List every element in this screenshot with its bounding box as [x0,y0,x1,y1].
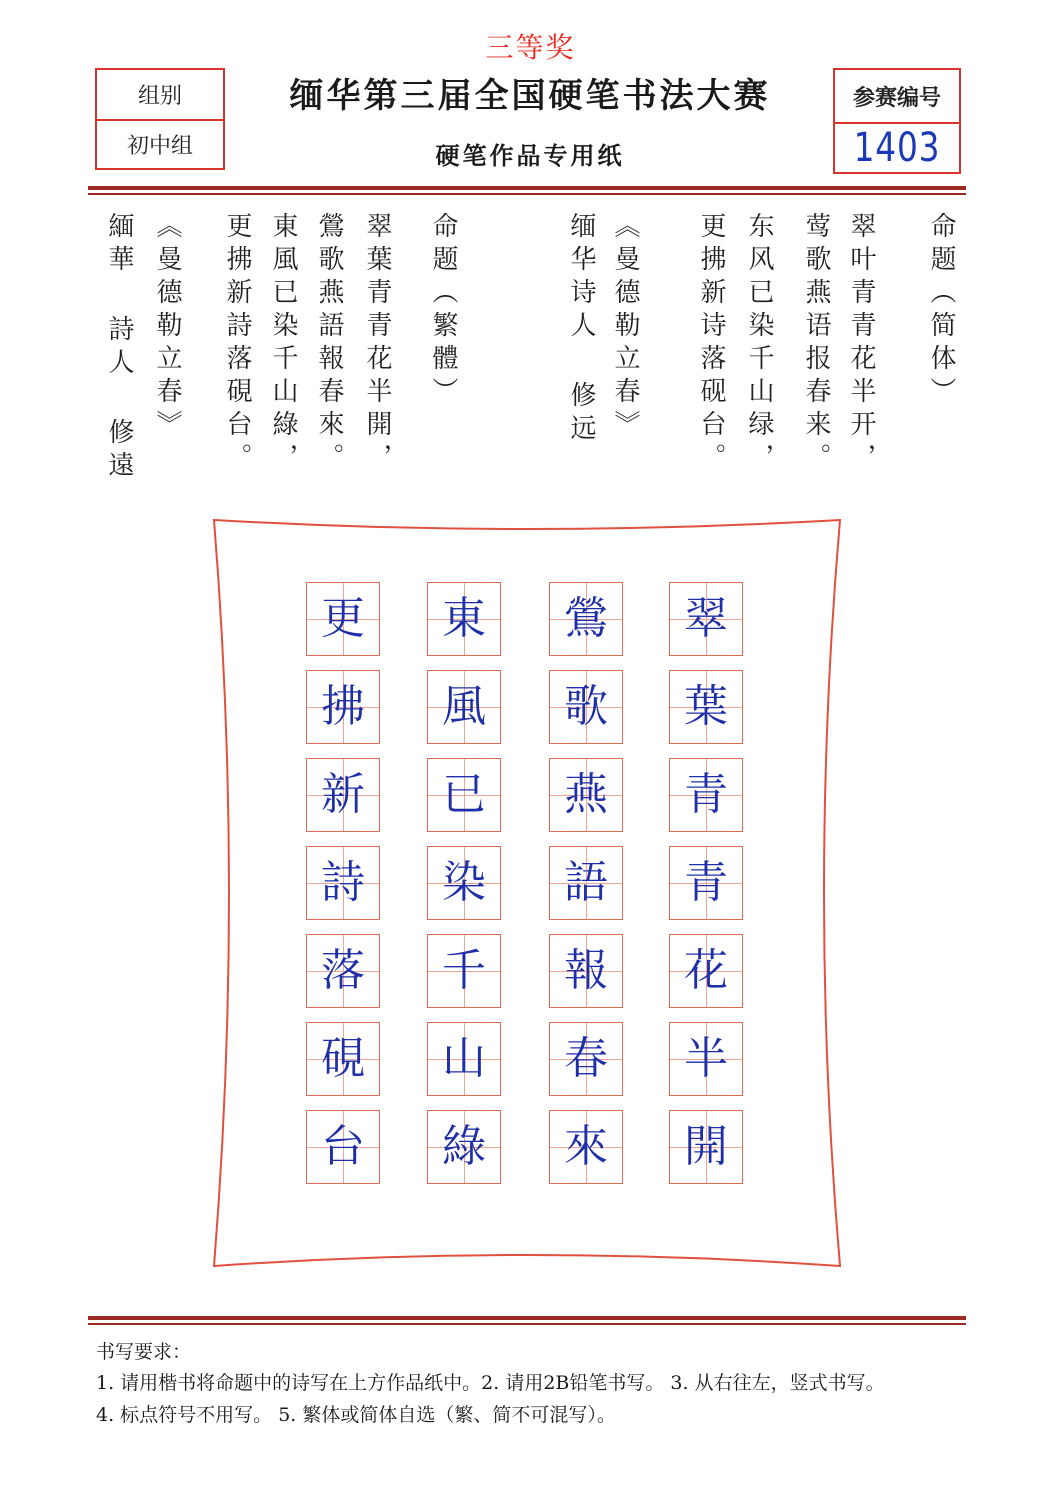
artwork-cell: 詩 [306,846,380,920]
artwork-cell: 千 [427,934,501,1008]
prompt-simplified-line-4: 更拂新诗落砚台。 [696,212,726,476]
artwork-cell: 鶯 [549,582,623,656]
top-rule-thick [88,186,966,190]
prompt-traditional-line-4: 更拂新詩落硯台。 [222,212,252,476]
group-value: 初中组 [126,134,193,159]
artwork-cell: 燕 [549,758,623,832]
entry-number-box [833,68,961,174]
artwork-cell: 新 [306,758,380,832]
contest-title: 缅华第三届全国硬笔书法大赛 [289,76,771,116]
artwork-cell: 綠 [427,1110,501,1184]
artwork-cell: 青 [669,758,743,832]
prompt-simplified-heading: 命题（简体） [926,212,956,410]
artwork-cell: 已 [427,758,501,832]
artwork-cell: 來 [549,1110,623,1184]
artwork-cell: 花 [669,934,743,1008]
prompt-traditional-poem-title: 《曼德勒立春》 [152,212,182,443]
artwork-cell: 風 [427,670,501,744]
group-box [95,68,225,170]
prompt-simplified-poem-title: 《曼德勒立春》 [610,212,640,443]
artwork-cell: 春 [549,1022,623,1096]
artwork-cell: 硯 [306,1022,380,1096]
prompt-traditional-line-3: 東風已染千山綠， [268,212,298,476]
paper-subtitle: 硬笔作品专用纸 [435,141,625,170]
entry-number-value: 1403 [853,125,941,171]
artwork-cell: 翠 [669,582,743,656]
prompt-traditional-line-2: 鶯歌燕語報春來。 [314,212,344,476]
bottom-rule-thick [88,1316,966,1320]
prompt-simplified-line-2: 莺歌燕语报春来。 [801,212,831,476]
prompt-simplified-line-3: 东风已染千山绿， [744,212,774,476]
artwork-cell: 山 [427,1022,501,1096]
group-label: 组别 [97,70,223,121]
artwork-cell: 語 [549,846,623,920]
artwork-cell: 拂 [306,670,380,744]
artwork-cell: 報 [549,934,623,1008]
artwork-cell: 台 [306,1110,380,1184]
prompt-traditional-line-1: 翠葉青青花半開， [362,212,392,476]
artwork-cell: 更 [306,582,380,656]
artwork-cell: 歌 [549,670,623,744]
artwork-cell: 染 [427,846,501,920]
artwork-cell: 開 [669,1110,743,1184]
prompt-traditional-author: 緬華 詩人 修遠 [104,212,134,484]
requirements-line-2: 4. 标点符号不用写。 5. 繁体或简体自选（繁、简不可混写）。 [96,1404,616,1426]
artwork-cell: 半 [669,1022,743,1096]
entry-number-label: 参赛编号 [835,70,959,124]
artwork-cell: 落 [306,934,380,1008]
artwork-cell: 葉 [669,670,743,744]
artwork-cell: 東 [427,582,501,656]
prompt-simplified-line-1: 翠叶青青花半开， [846,212,876,476]
bottom-rule-thin [88,1323,966,1325]
artwork-cell: 青 [669,846,743,920]
top-rule-thin [88,193,966,195]
prompt-traditional-heading: 命题（繁體） [428,212,458,410]
award-label: 三等奖 [485,31,576,64]
requirements-title: 书写要求： [96,1341,192,1363]
requirements-line-1: 1. 请用楷书将命题中的诗写在上方作品纸中。2. 请用2B铅笔书写。 3. 从右往左，竖式书写。 [96,1372,885,1394]
prompt-simplified-author: 缅华诗人 修远 [566,212,596,447]
